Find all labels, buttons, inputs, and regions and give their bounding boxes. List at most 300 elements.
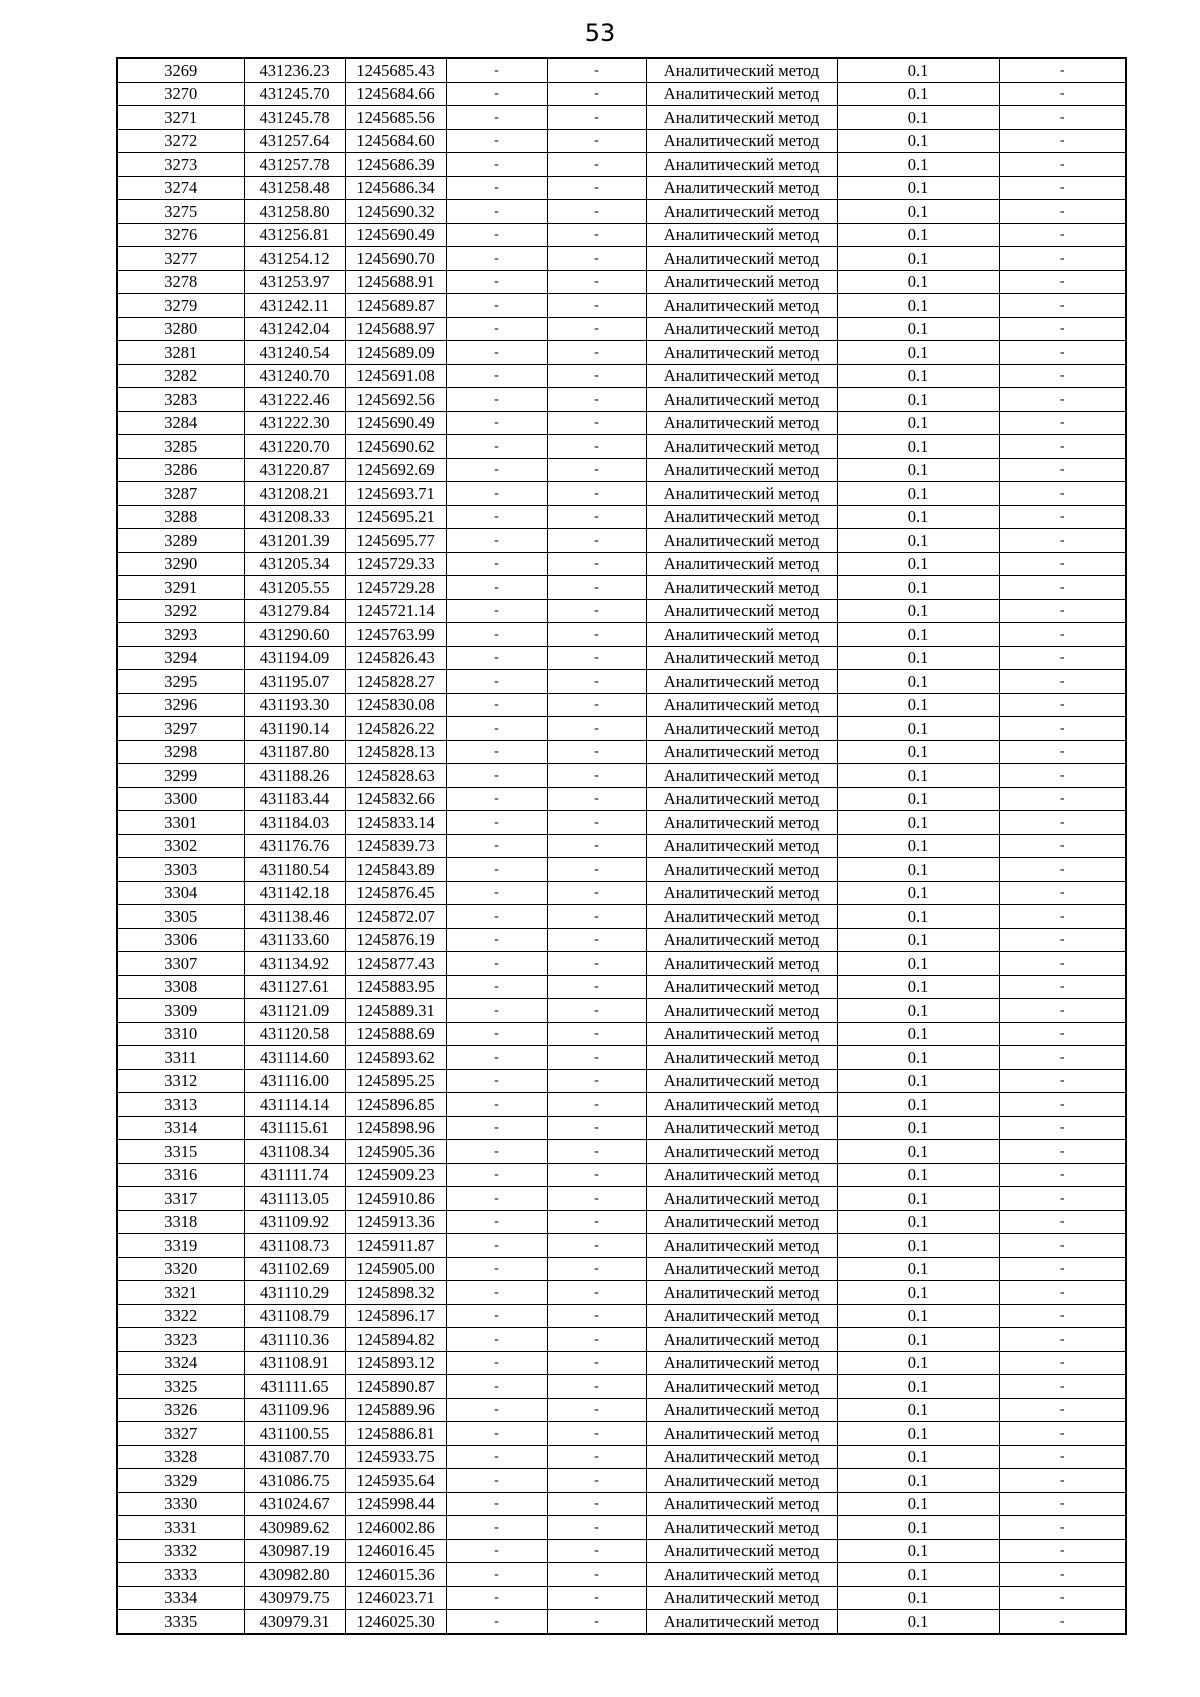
col4-cell: - xyxy=(446,1563,547,1587)
point-number-cell: 3276 xyxy=(117,223,244,247)
col4-cell: - xyxy=(446,176,547,200)
col4-cell: - xyxy=(446,1328,547,1352)
col5-cell: - xyxy=(547,1398,646,1422)
col5-cell: - xyxy=(547,905,646,929)
col8-cell: - xyxy=(999,952,1126,976)
point-number-cell: 3325 xyxy=(117,1375,244,1399)
method-cell: Аналитический метод xyxy=(646,693,837,717)
col4-cell: - xyxy=(446,223,547,247)
method-cell: Аналитический метод xyxy=(646,646,837,670)
x-coordinate-cell: 431180.54 xyxy=(244,858,345,882)
x-coordinate-cell: 431220.70 xyxy=(244,435,345,459)
table-row xyxy=(117,247,1126,271)
x-coordinate-cell: 431134.92 xyxy=(244,952,345,976)
col5-cell: - xyxy=(547,717,646,741)
table-row xyxy=(117,1069,1126,1093)
y-coordinate-cell: 1245889.96 xyxy=(345,1398,446,1422)
col4-cell: - xyxy=(446,1610,547,1634)
col5-cell: - xyxy=(547,999,646,1023)
x-coordinate-cell: 431138.46 xyxy=(244,905,345,929)
x-coordinate-cell: 431109.92 xyxy=(244,1210,345,1234)
accuracy-cell: 0.1 xyxy=(837,1563,999,1587)
y-coordinate-cell: 1245695.21 xyxy=(345,505,446,529)
x-coordinate-cell: 431222.46 xyxy=(244,388,345,412)
col4-cell: - xyxy=(446,646,547,670)
y-coordinate-cell: 1245910.86 xyxy=(345,1187,446,1211)
table-row xyxy=(117,1375,1126,1399)
col8-cell: - xyxy=(999,1492,1126,1516)
y-coordinate-cell: 1245998.44 xyxy=(345,1492,446,1516)
accuracy-cell: 0.1 xyxy=(837,82,999,106)
col4-cell: - xyxy=(446,1234,547,1258)
col4-cell: - xyxy=(446,975,547,999)
col4-cell: - xyxy=(446,834,547,858)
table-row xyxy=(117,223,1126,247)
x-coordinate-cell: 431253.97 xyxy=(244,270,345,294)
x-coordinate-cell: 431194.09 xyxy=(244,646,345,670)
method-cell: Аналитический метод xyxy=(646,787,837,811)
col4-cell: - xyxy=(446,552,547,576)
col4-cell: - xyxy=(446,1351,547,1375)
x-coordinate-cell: 431208.33 xyxy=(244,505,345,529)
y-coordinate-cell: 1245909.23 xyxy=(345,1163,446,1187)
point-number-cell: 3326 xyxy=(117,1398,244,1422)
y-coordinate-cell: 1245886.81 xyxy=(345,1422,446,1446)
col8-cell: - xyxy=(999,364,1126,388)
col8-cell: - xyxy=(999,1422,1126,1446)
col4-cell: - xyxy=(446,435,547,459)
col5-cell: - xyxy=(547,294,646,318)
accuracy-cell: 0.1 xyxy=(837,670,999,694)
y-coordinate-cell: 1245911.87 xyxy=(345,1234,446,1258)
y-coordinate-cell: 1245933.75 xyxy=(345,1445,446,1469)
method-cell: Аналитический метод xyxy=(646,717,837,741)
accuracy-cell: 0.1 xyxy=(837,505,999,529)
method-cell: Аналитический метод xyxy=(646,811,837,835)
accuracy-cell: 0.1 xyxy=(837,1586,999,1610)
col8-cell: - xyxy=(999,270,1126,294)
col4-cell: - xyxy=(446,82,547,106)
col5-cell: - xyxy=(547,341,646,365)
col5-cell: - xyxy=(547,270,646,294)
point-number-cell: 3330 xyxy=(117,1492,244,1516)
y-coordinate-cell: 1245828.27 xyxy=(345,670,446,694)
method-cell: Аналитический метод xyxy=(646,1257,837,1281)
point-number-cell: 3282 xyxy=(117,364,244,388)
y-coordinate-cell: 1245905.00 xyxy=(345,1257,446,1281)
col8-cell: - xyxy=(999,58,1126,82)
y-coordinate-cell: 1245691.08 xyxy=(345,364,446,388)
col8-cell: - xyxy=(999,294,1126,318)
col5-cell: - xyxy=(547,1116,646,1140)
col5-cell: - xyxy=(547,247,646,271)
method-cell: Аналитический метод xyxy=(646,670,837,694)
col5-cell: - xyxy=(547,623,646,647)
table-row xyxy=(117,1398,1126,1422)
x-coordinate-cell: 431142.18 xyxy=(244,881,345,905)
method-cell: Аналитический метод xyxy=(646,505,837,529)
table-row xyxy=(117,1093,1126,1117)
point-number-cell: 3271 xyxy=(117,106,244,130)
col5-cell: - xyxy=(547,599,646,623)
point-number-cell: 3335 xyxy=(117,1610,244,1634)
point-number-cell: 3272 xyxy=(117,129,244,153)
col5-cell: - xyxy=(547,153,646,177)
accuracy-cell: 0.1 xyxy=(837,952,999,976)
x-coordinate-cell: 430987.19 xyxy=(244,1539,345,1563)
point-number-cell: 3321 xyxy=(117,1281,244,1305)
col4-cell: - xyxy=(446,341,547,365)
col8-cell: - xyxy=(999,834,1126,858)
col4-cell: - xyxy=(446,458,547,482)
table-row xyxy=(117,200,1126,224)
col5-cell: - xyxy=(547,1304,646,1328)
col4-cell: - xyxy=(446,1469,547,1493)
accuracy-cell: 0.1 xyxy=(837,623,999,647)
col8-cell: - xyxy=(999,811,1126,835)
table-row xyxy=(117,858,1126,882)
col8-cell: - xyxy=(999,1375,1126,1399)
accuracy-cell: 0.1 xyxy=(837,1375,999,1399)
x-coordinate-cell: 431114.14 xyxy=(244,1093,345,1117)
accuracy-cell: 0.1 xyxy=(837,1281,999,1305)
point-number-cell: 3308 xyxy=(117,975,244,999)
col8-cell: - xyxy=(999,1069,1126,1093)
point-number-cell: 3280 xyxy=(117,317,244,341)
accuracy-cell: 0.1 xyxy=(837,1304,999,1328)
method-cell: Аналитический метод xyxy=(646,764,837,788)
col8-cell: - xyxy=(999,881,1126,905)
x-coordinate-cell: 431086.75 xyxy=(244,1469,345,1493)
accuracy-cell: 0.1 xyxy=(837,270,999,294)
col8-cell: - xyxy=(999,1539,1126,1563)
accuracy-cell: 0.1 xyxy=(837,1069,999,1093)
x-coordinate-cell: 431258.80 xyxy=(244,200,345,224)
table-row xyxy=(117,834,1126,858)
x-coordinate-cell: 431201.39 xyxy=(244,529,345,553)
col8-cell: - xyxy=(999,1516,1126,1540)
point-number-cell: 3300 xyxy=(117,787,244,811)
accuracy-cell: 0.1 xyxy=(837,529,999,553)
col8-cell: - xyxy=(999,599,1126,623)
method-cell: Аналитический метод xyxy=(646,1422,837,1446)
x-coordinate-cell: 431127.61 xyxy=(244,975,345,999)
col4-cell: - xyxy=(446,270,547,294)
method-cell: Аналитический метод xyxy=(646,1140,837,1164)
x-coordinate-cell: 431113.05 xyxy=(244,1187,345,1211)
table-row xyxy=(117,270,1126,294)
col5-cell: - xyxy=(547,1422,646,1446)
accuracy-cell: 0.1 xyxy=(837,787,999,811)
col4-cell: - xyxy=(446,1422,547,1446)
table-row xyxy=(117,1022,1126,1046)
accuracy-cell: 0.1 xyxy=(837,740,999,764)
col5-cell: - xyxy=(547,1375,646,1399)
col5-cell: - xyxy=(547,1492,646,1516)
method-cell: Аналитический метод xyxy=(646,153,837,177)
point-number-cell: 3289 xyxy=(117,529,244,553)
method-cell: Аналитический метод xyxy=(646,1281,837,1305)
y-coordinate-cell: 1245893.62 xyxy=(345,1046,446,1070)
col8-cell: - xyxy=(999,1398,1126,1422)
y-coordinate-cell: 1245721.14 xyxy=(345,599,446,623)
col8-cell: - xyxy=(999,1234,1126,1258)
table-row xyxy=(117,364,1126,388)
accuracy-cell: 0.1 xyxy=(837,106,999,130)
point-number-cell: 3322 xyxy=(117,1304,244,1328)
point-number-cell: 3274 xyxy=(117,176,244,200)
col5-cell: - xyxy=(547,82,646,106)
col4-cell: - xyxy=(446,1069,547,1093)
col5-cell: - xyxy=(547,1022,646,1046)
table-row xyxy=(117,787,1126,811)
accuracy-cell: 0.1 xyxy=(837,1610,999,1634)
col8-cell: - xyxy=(999,505,1126,529)
accuracy-cell: 0.1 xyxy=(837,364,999,388)
point-number-cell: 3273 xyxy=(117,153,244,177)
y-coordinate-cell: 1245763.99 xyxy=(345,623,446,647)
y-coordinate-cell: 1245690.49 xyxy=(345,223,446,247)
col8-cell: - xyxy=(999,341,1126,365)
method-cell: Аналитический метод xyxy=(646,176,837,200)
method-cell: Аналитический метод xyxy=(646,952,837,976)
col4-cell: - xyxy=(446,1257,547,1281)
x-coordinate-cell: 431102.69 xyxy=(244,1257,345,1281)
col8-cell: - xyxy=(999,1116,1126,1140)
x-coordinate-cell: 431220.87 xyxy=(244,458,345,482)
x-coordinate-cell: 431205.34 xyxy=(244,552,345,576)
table-row xyxy=(117,458,1126,482)
table-row xyxy=(117,1492,1126,1516)
col8-cell: - xyxy=(999,176,1126,200)
x-coordinate-cell: 430982.80 xyxy=(244,1563,345,1587)
col8-cell: - xyxy=(999,1163,1126,1187)
point-number-cell: 3303 xyxy=(117,858,244,882)
method-cell: Аналитический метод xyxy=(646,1046,837,1070)
table-row xyxy=(117,505,1126,529)
method-cell: Аналитический метод xyxy=(646,1445,837,1469)
accuracy-cell: 0.1 xyxy=(837,1116,999,1140)
accuracy-cell: 0.1 xyxy=(837,1328,999,1352)
col8-cell: - xyxy=(999,717,1126,741)
col5-cell: - xyxy=(547,482,646,506)
method-cell: Аналитический метод xyxy=(646,529,837,553)
x-coordinate-cell: 431254.12 xyxy=(244,247,345,271)
table-row xyxy=(117,411,1126,435)
col4-cell: - xyxy=(446,129,547,153)
col8-cell: - xyxy=(999,1210,1126,1234)
accuracy-cell: 0.1 xyxy=(837,1539,999,1563)
col4-cell: - xyxy=(446,364,547,388)
point-number-cell: 3331 xyxy=(117,1516,244,1540)
method-cell: Аналитический метод xyxy=(646,200,837,224)
table-row xyxy=(117,646,1126,670)
point-number-cell: 3327 xyxy=(117,1422,244,1446)
point-number-cell: 3314 xyxy=(117,1116,244,1140)
col8-cell: - xyxy=(999,693,1126,717)
col8-cell: - xyxy=(999,223,1126,247)
col4-cell: - xyxy=(446,505,547,529)
col4-cell: - xyxy=(446,928,547,952)
accuracy-cell: 0.1 xyxy=(837,317,999,341)
col5-cell: - xyxy=(547,1140,646,1164)
table-row xyxy=(117,1116,1126,1140)
col4-cell: - xyxy=(446,1116,547,1140)
y-coordinate-cell: 1245843.89 xyxy=(345,858,446,882)
accuracy-cell: 0.1 xyxy=(837,858,999,882)
x-coordinate-cell: 431236.23 xyxy=(244,58,345,82)
col4-cell: - xyxy=(446,811,547,835)
x-coordinate-cell: 431190.14 xyxy=(244,717,345,741)
table-row xyxy=(117,670,1126,694)
y-coordinate-cell: 1245685.43 xyxy=(345,58,446,82)
table-row xyxy=(117,435,1126,459)
y-coordinate-cell: 1245690.32 xyxy=(345,200,446,224)
point-number-cell: 3285 xyxy=(117,435,244,459)
col5-cell: - xyxy=(547,1187,646,1211)
point-number-cell: 3334 xyxy=(117,1586,244,1610)
method-cell: Аналитический метод xyxy=(646,905,837,929)
table-row xyxy=(117,599,1126,623)
method-cell: Аналитический метод xyxy=(646,1116,837,1140)
accuracy-cell: 0.1 xyxy=(837,341,999,365)
point-number-cell: 3294 xyxy=(117,646,244,670)
method-cell: Аналитический метод xyxy=(646,435,837,459)
table-row xyxy=(117,1281,1126,1305)
col8-cell: - xyxy=(999,1140,1126,1164)
point-number-cell: 3317 xyxy=(117,1187,244,1211)
col8-cell: - xyxy=(999,153,1126,177)
y-coordinate-cell: 1245684.60 xyxy=(345,129,446,153)
x-coordinate-cell: 431205.55 xyxy=(244,576,345,600)
method-cell: Аналитический метод xyxy=(646,482,837,506)
method-cell: Аналитический метод xyxy=(646,294,837,318)
method-cell: Аналитический метод xyxy=(646,740,837,764)
col4-cell: - xyxy=(446,1046,547,1070)
col8-cell: - xyxy=(999,1187,1126,1211)
table-row xyxy=(117,176,1126,200)
col8-cell: - xyxy=(999,1281,1126,1305)
table-row xyxy=(117,1610,1126,1634)
method-cell: Аналитический метод xyxy=(646,928,837,952)
method-cell: Аналитический метод xyxy=(646,1516,837,1540)
point-number-cell: 3305 xyxy=(117,905,244,929)
accuracy-cell: 0.1 xyxy=(837,153,999,177)
method-cell: Аналитический метод xyxy=(646,82,837,106)
col4-cell: - xyxy=(446,1210,547,1234)
col4-cell: - xyxy=(446,1539,547,1563)
accuracy-cell: 0.1 xyxy=(837,458,999,482)
y-coordinate-cell: 1245695.77 xyxy=(345,529,446,553)
col5-cell: - xyxy=(547,1281,646,1305)
method-cell: Аналитический метод xyxy=(646,1187,837,1211)
method-cell: Аналитический метод xyxy=(646,623,837,647)
x-coordinate-cell: 431116.00 xyxy=(244,1069,345,1093)
point-number-cell: 3284 xyxy=(117,411,244,435)
accuracy-cell: 0.1 xyxy=(837,1234,999,1258)
col4-cell: - xyxy=(446,1516,547,1540)
col8-cell: - xyxy=(999,1563,1126,1587)
y-coordinate-cell: 1245833.14 xyxy=(345,811,446,835)
x-coordinate-cell: 431256.81 xyxy=(244,223,345,247)
point-number-cell: 3332 xyxy=(117,1539,244,1563)
point-number-cell: 3286 xyxy=(117,458,244,482)
table-row xyxy=(117,341,1126,365)
x-coordinate-cell: 431120.58 xyxy=(244,1022,345,1046)
point-number-cell: 3313 xyxy=(117,1093,244,1117)
accuracy-cell: 0.1 xyxy=(837,1046,999,1070)
accuracy-cell: 0.1 xyxy=(837,411,999,435)
col5-cell: - xyxy=(547,881,646,905)
col5-cell: - xyxy=(547,129,646,153)
x-coordinate-cell: 431110.36 xyxy=(244,1328,345,1352)
table-row xyxy=(117,552,1126,576)
y-coordinate-cell: 1245895.25 xyxy=(345,1069,446,1093)
table-row xyxy=(117,999,1126,1023)
col8-cell: - xyxy=(999,1610,1126,1634)
col5-cell: - xyxy=(547,975,646,999)
col4-cell: - xyxy=(446,1022,547,1046)
col8-cell: - xyxy=(999,200,1126,224)
point-number-cell: 3319 xyxy=(117,1234,244,1258)
table-row xyxy=(117,129,1126,153)
point-number-cell: 3316 xyxy=(117,1163,244,1187)
col8-cell: - xyxy=(999,905,1126,929)
table-row xyxy=(117,740,1126,764)
y-coordinate-cell: 1245888.69 xyxy=(345,1022,446,1046)
method-cell: Аналитический метод xyxy=(646,1351,837,1375)
y-coordinate-cell: 1245935.64 xyxy=(345,1469,446,1493)
table-row xyxy=(117,317,1126,341)
method-cell: Аналитический метод xyxy=(646,1492,837,1516)
y-coordinate-cell: 1245690.70 xyxy=(345,247,446,271)
method-cell: Аналитический метод xyxy=(646,1375,837,1399)
x-coordinate-cell: 431087.70 xyxy=(244,1445,345,1469)
col5-cell: - xyxy=(547,740,646,764)
table-row xyxy=(117,1046,1126,1070)
y-coordinate-cell: 1246015.36 xyxy=(345,1563,446,1587)
col5-cell: - xyxy=(547,58,646,82)
y-coordinate-cell: 1245894.82 xyxy=(345,1328,446,1352)
point-number-cell: 3333 xyxy=(117,1563,244,1587)
accuracy-cell: 0.1 xyxy=(837,975,999,999)
x-coordinate-cell: 431245.78 xyxy=(244,106,345,130)
col4-cell: - xyxy=(446,905,547,929)
method-cell: Аналитический метод xyxy=(646,1610,837,1634)
accuracy-cell: 0.1 xyxy=(837,834,999,858)
point-number-cell: 3296 xyxy=(117,693,244,717)
table-row xyxy=(117,1586,1126,1610)
col8-cell: - xyxy=(999,1586,1126,1610)
col4-cell: - xyxy=(446,1140,547,1164)
method-cell: Аналитический метод xyxy=(646,364,837,388)
y-coordinate-cell: 1245686.34 xyxy=(345,176,446,200)
accuracy-cell: 0.1 xyxy=(837,247,999,271)
point-number-cell: 3288 xyxy=(117,505,244,529)
col4-cell: - xyxy=(446,952,547,976)
x-coordinate-cell: 431240.70 xyxy=(244,364,345,388)
method-cell: Аналитический метод xyxy=(646,106,837,130)
col5-cell: - xyxy=(547,834,646,858)
col8-cell: - xyxy=(999,576,1126,600)
col4-cell: - xyxy=(446,858,547,882)
table-row xyxy=(117,482,1126,506)
col5-cell: - xyxy=(547,1469,646,1493)
method-cell: Аналитический метод xyxy=(646,1022,837,1046)
col8-cell: - xyxy=(999,435,1126,459)
col4-cell: - xyxy=(446,623,547,647)
y-coordinate-cell: 1245896.85 xyxy=(345,1093,446,1117)
